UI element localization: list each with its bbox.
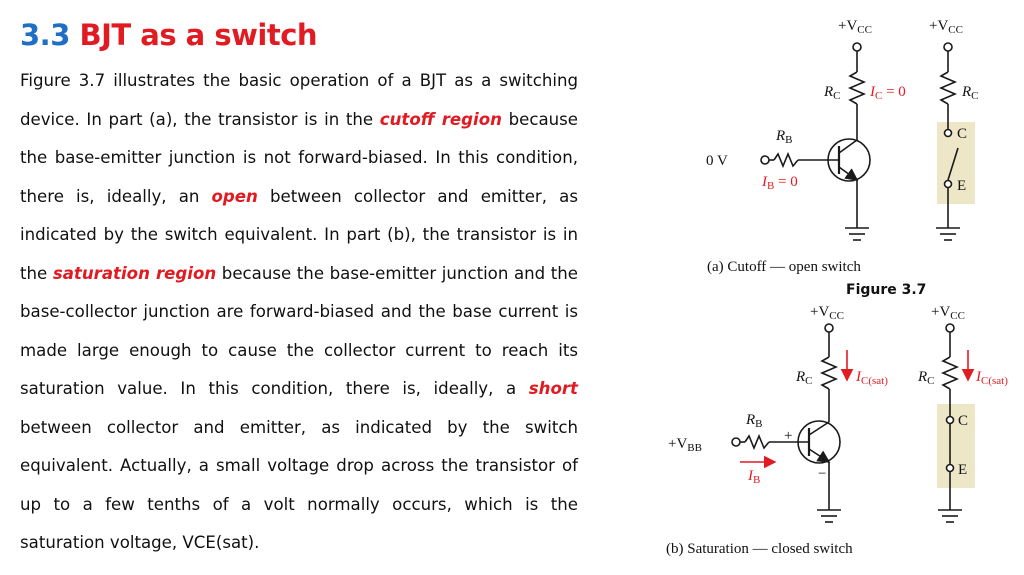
figure-3-7 — [650, 0, 1024, 575]
highlight-short: short — [528, 379, 578, 398]
body-paragraph — [20, 62, 578, 563]
text-segment: Figure 3.7 illustrates the basic operation of a BJT as a switching device. In part (a), the transistor is in the — [20, 71, 578, 129]
ground-icon — [936, 228, 960, 240]
input-voltage-label: 0 V — [706, 153, 728, 169]
vbb-label: $+V_{BB}$ — [668, 436, 702, 454]
ib-label: $I_B$ — [748, 468, 761, 486]
rc-resistor-icon — [822, 357, 836, 389]
vcc-right-label: $+V_{CC}$ — [931, 304, 965, 322]
ground-icon — [938, 510, 962, 522]
vcc-right-label: $+V_{CC}$ — [929, 18, 963, 36]
rc-label: $R_C$ — [796, 369, 813, 387]
highlight-saturation-region: saturation region — [52, 263, 217, 283]
ground-icon — [817, 510, 841, 522]
switch-e-contact — [945, 181, 952, 188]
rb-resistor-icon — [745, 436, 769, 448]
plus-sign: + — [784, 428, 793, 444]
figure-label: Figure 3.7 — [846, 282, 927, 298]
vcc-label: $+V_{CC}$ — [810, 304, 844, 322]
c-terminal-label: C — [958, 413, 969, 429]
section-title: BJT as a switch — [79, 18, 318, 52]
vcc-terminal — [853, 43, 861, 51]
rc-right-label: $R_C$ — [918, 369, 935, 387]
rb-label: $R_B$ — [746, 412, 763, 430]
rb-label: $R_B$ — [776, 128, 793, 146]
section-number: 3.3 — [20, 18, 70, 52]
text-segment: between collector and emitter, as indicated by the switch equivalent. Actually, a small voltage drop across the transistor of up to a few tenths of a volt normally occurs, which is the saturation voltage, VCE(sat). — [20, 417, 578, 552]
rb-resistor-icon — [774, 154, 798, 166]
input-terminal — [732, 438, 740, 446]
saturation-caption: (b) Saturation — closed switch — [666, 541, 853, 557]
switch-box — [937, 404, 975, 488]
rc-resistor-icon — [850, 72, 864, 104]
switch-c-contact — [945, 130, 952, 137]
minus-sign: − — [818, 466, 827, 482]
rc-label: $R_C$ — [824, 84, 841, 102]
circuit-diagram — [650, 0, 1024, 575]
ground-icon — [845, 228, 869, 240]
rc-right-resistor-icon — [941, 72, 955, 104]
text-segment: between collector and emitter, as indicated by the switch equivalent. In part (b), the transistor is in the — [20, 186, 578, 283]
switch-e-contact — [947, 465, 954, 472]
input-terminal — [761, 156, 769, 164]
switch-box — [937, 122, 975, 204]
ic-sat-label: $I_{C(sat)}$ — [856, 369, 888, 387]
e-terminal-label: E — [958, 462, 968, 478]
switch-c-contact — [947, 417, 954, 424]
e-terminal-label: E — [957, 178, 967, 194]
saturation-switch-equivalent — [937, 324, 975, 522]
vcc-terminal — [825, 324, 833, 332]
rc-right-label: $R_C$ — [962, 84, 979, 102]
rc-right-resistor-icon — [943, 357, 957, 389]
highlight-cutoff-region: cutoff region — [379, 109, 502, 129]
highlight-open: open — [211, 186, 258, 206]
text-segment: because the base-emitter junction and the base-collector junction are forward-biased and the base current is made large enough to cause the collector current to reach its saturation value. In this condition, there is, ideally, a — [20, 263, 578, 398]
cutoff-caption: (a) Cutoff — open switch — [707, 259, 861, 275]
ic-zero-label: $I_C = 0$ — [870, 84, 906, 102]
cutoff-switch-equivalent — [936, 43, 975, 240]
ib-zero-label: $I_B = 0$ — [762, 174, 798, 192]
ic-sat-right-label: $I_{C(sat)}$ — [976, 369, 1008, 387]
text-segment: because the base-emitter junction is not forward-biased. In this condition, there is, ideally, an — [20, 109, 578, 206]
c-terminal-label: C — [957, 126, 968, 142]
vcc-label: $+V_{CC}$ — [838, 18, 872, 36]
section-heading — [20, 18, 317, 52]
